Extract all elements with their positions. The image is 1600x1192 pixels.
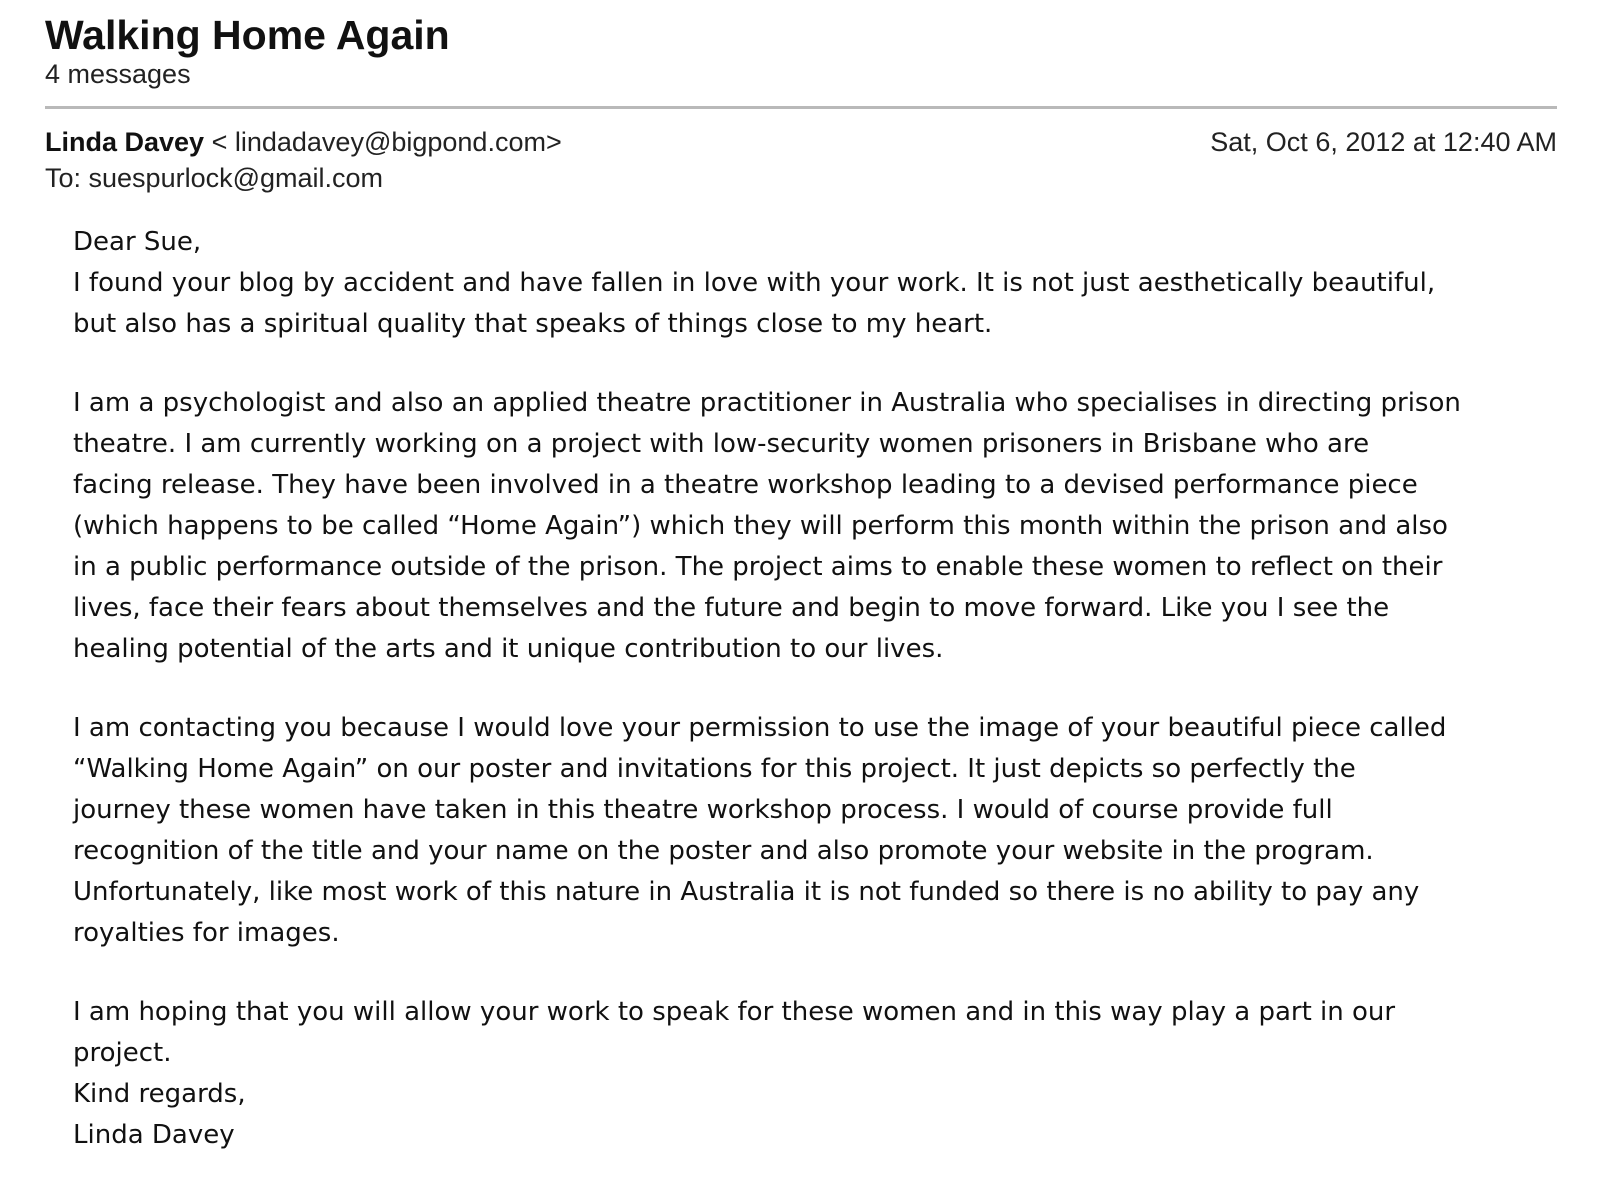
recipient-line: To: suespurlock@gmail.com (45, 163, 384, 193)
body-line: journey these women have taken in this theatre workshop process. I would of course provide full (73, 795, 1333, 825)
paragraph-gap (73, 954, 1573, 992)
paragraph-gap (73, 345, 1573, 383)
body-line: (which happens to be called “Home Again”) which they will perform this month within the prison and also (73, 511, 1448, 541)
body-line: facing release. They have been involved in a theatre workshop leading to a devised performance piece (73, 470, 1418, 500)
body-line: theatre. I am currently working on a project with low-security women prisoners in Brisbane who are (73, 429, 1370, 459)
body-line: I am contacting you because I would love your permission to use the image of your beautiful piece called (73, 713, 1447, 743)
message-count: 4 messages (45, 59, 191, 89)
thread-title: Walking Home Again (45, 12, 450, 58)
signature: Linda Davey (73, 1120, 235, 1150)
sender-email: < lindadavey@bigpond.com> (211, 127, 562, 157)
body-line: Unfortunately, like most work of this nature in Australia it is not funded so there is no ability to pay any (73, 877, 1420, 907)
body-line: I am hoping that you will allow your work to speak for these women and in this way play a part in our (73, 997, 1396, 1027)
body-line: lives, face their fears about themselves and the future and begin to move forward. Like you I see the (73, 593, 1390, 623)
sender-name: Linda Davey (45, 127, 205, 157)
body-line: recognition of the title and your name on the poster and also promote your website in the program. (73, 836, 1374, 866)
sender (45, 125, 562, 159)
body-line: healing potential of the arts and it unique contribution to our lives. (73, 634, 944, 664)
body-line: in a public performance outside of the prison. The project aims to enable these women to reflect on their (73, 552, 1443, 582)
message-body (73, 222, 1573, 1156)
body-line: project. (73, 1038, 172, 1068)
body-line: I am a psychologist and also an applied theatre practitioner in Australia who specialises in directing prison (73, 388, 1461, 418)
closing: Kind regards, (73, 1079, 246, 1109)
message-header (45, 125, 1557, 159)
greeting: Dear Sue, (73, 227, 202, 257)
paragraph-gap (73, 670, 1573, 708)
message-date: Sat, Oct 6, 2012 at 12:40 AM (1210, 127, 1557, 157)
body-line: but also has a spiritual quality that speaks of things close to my heart. (73, 309, 993, 339)
body-line: I found your blog by accident and have fallen in love with your work. It is not just aesthetically beautiful, (73, 268, 1436, 298)
body-line: “Walking Home Again” on our poster and invitations for this project. It just depicts so perfectly the (73, 754, 1356, 784)
header-divider (45, 106, 1557, 109)
body-line: royalties for images. (73, 918, 340, 948)
